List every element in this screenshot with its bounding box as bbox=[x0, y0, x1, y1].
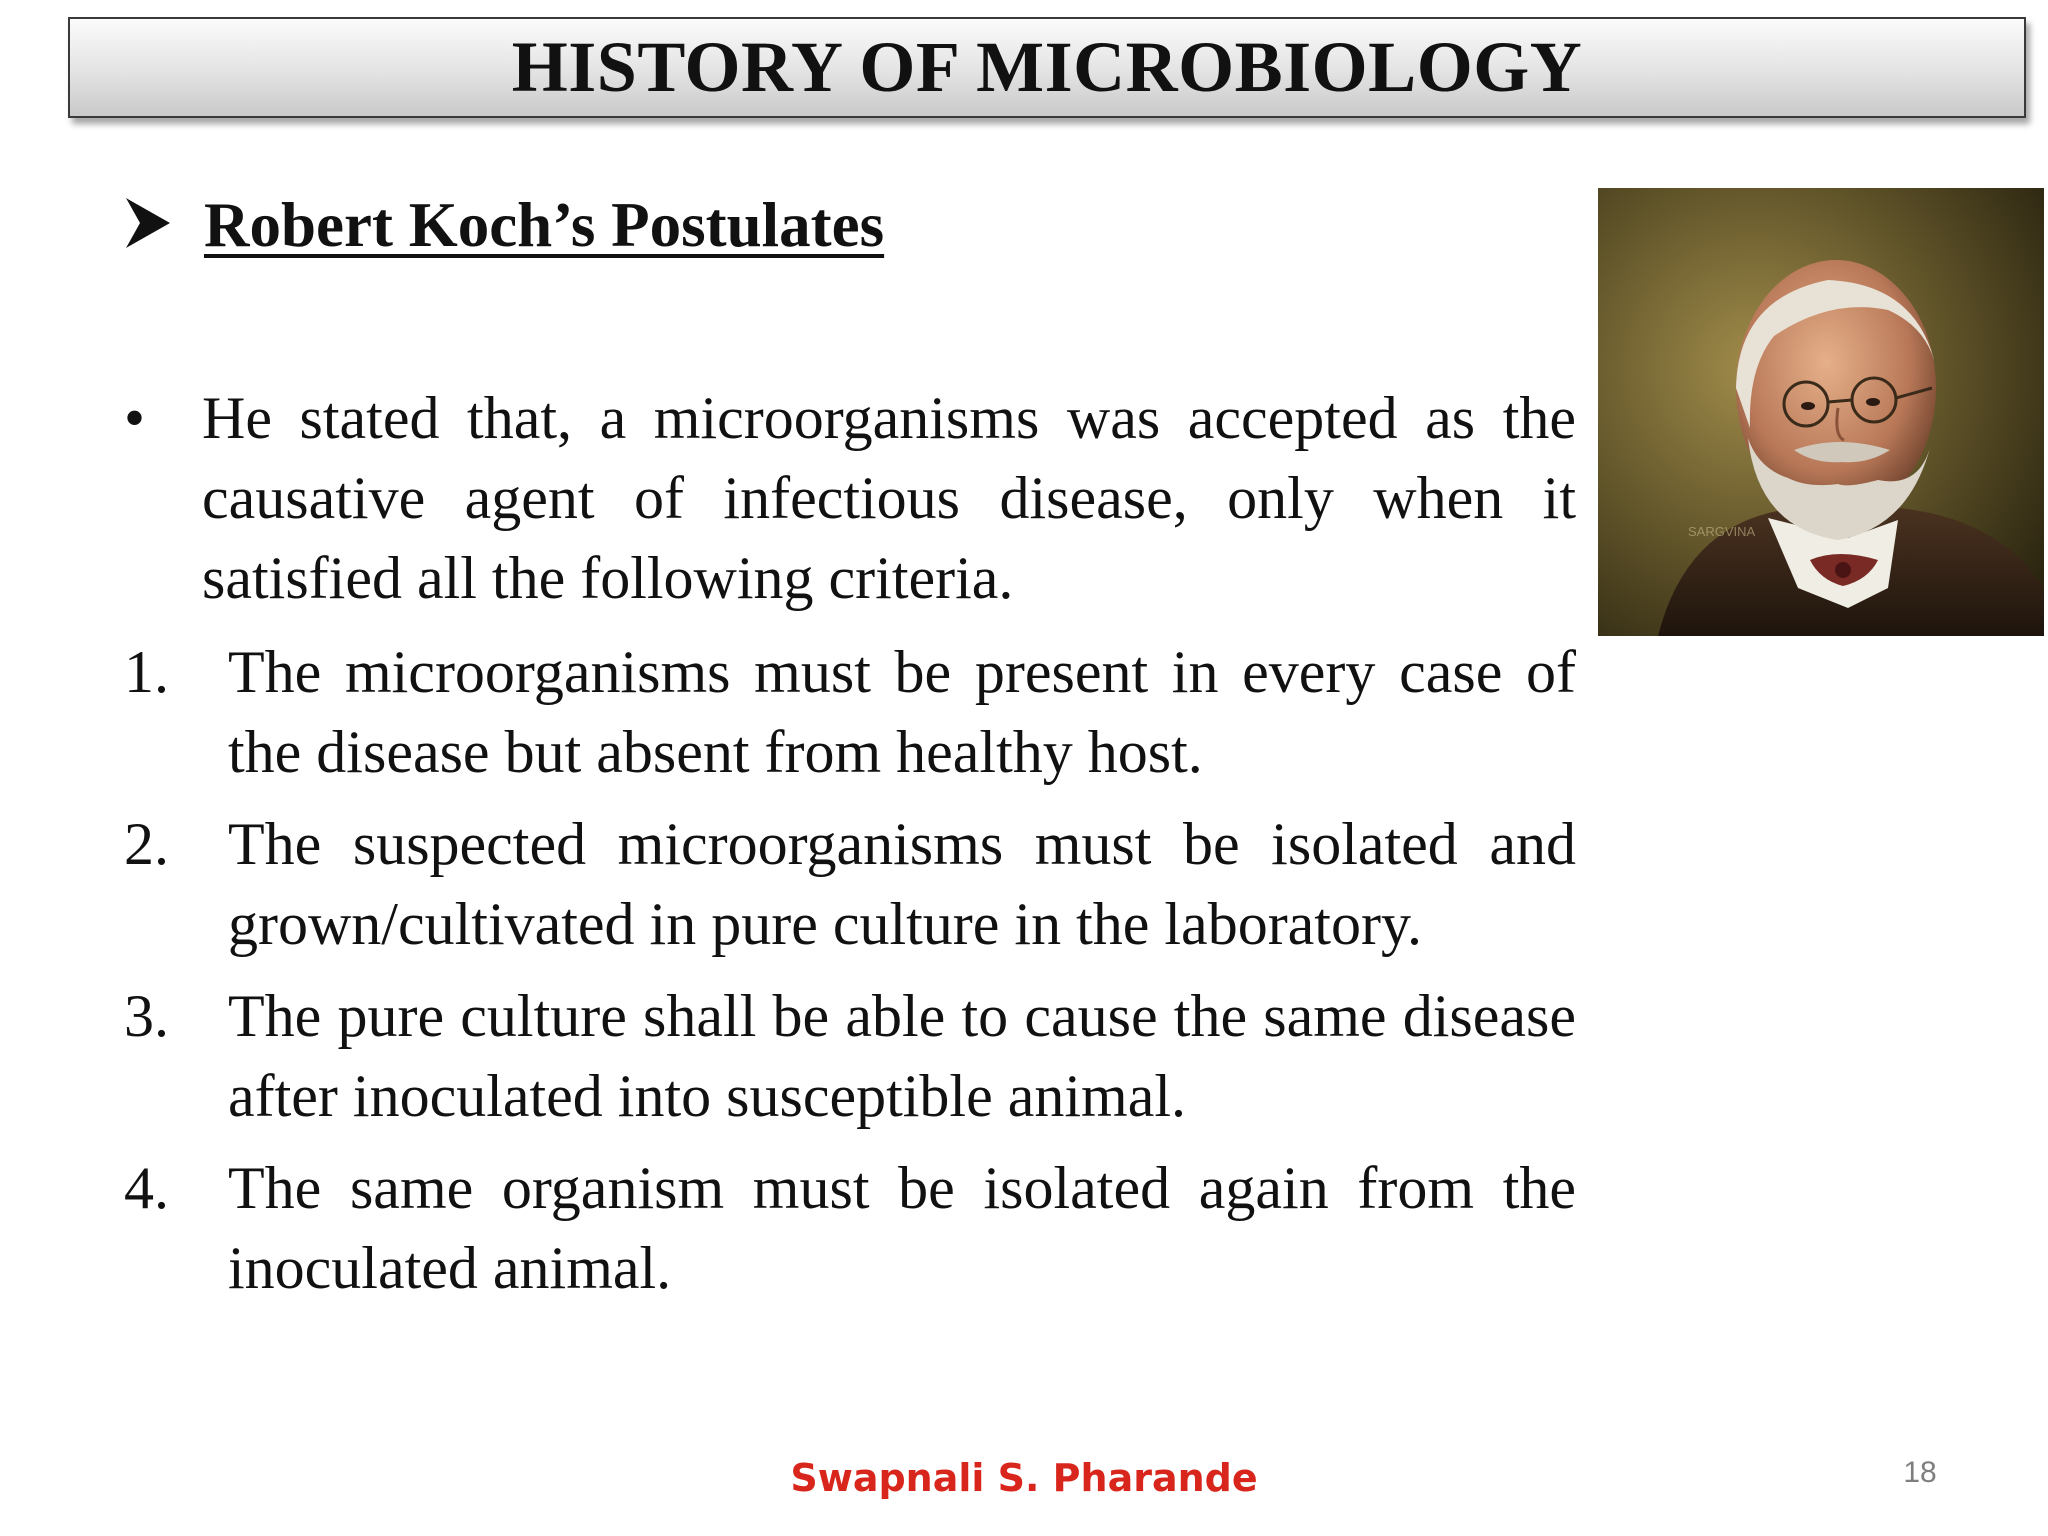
postulate-item bbox=[124, 804, 1576, 964]
postulate-number: 4. bbox=[124, 1155, 169, 1221]
slide-title: HISTORY OF MICROBIOLOGY bbox=[511, 27, 1583, 107]
bullet-marker: • bbox=[124, 385, 146, 451]
portrait-illustration bbox=[1598, 188, 2044, 636]
postulate-text: The microorganisms must be present in every case of the disease but absent from healthy host. bbox=[228, 639, 1576, 785]
postulate-number: 1. bbox=[124, 639, 169, 705]
postulate-item bbox=[124, 976, 1576, 1136]
intro-text: He stated that, a microorganisms was accepted as the causative agent of infectious disease, only when it satisfied all the following criteria. bbox=[202, 385, 1576, 611]
section-heading bbox=[124, 188, 884, 262]
intro-paragraph bbox=[124, 378, 1576, 618]
postulate-number: 2. bbox=[124, 811, 169, 877]
postulate-text: The same organism must be isolated again from the inoculated animal. bbox=[228, 1155, 1576, 1301]
title-bar bbox=[68, 17, 2026, 118]
postulates-list bbox=[124, 632, 1576, 1320]
postulate-item bbox=[124, 1148, 1576, 1308]
author-name: Swapnali S. Pharande bbox=[790, 1456, 1258, 1500]
postulate-number: 3. bbox=[124, 983, 169, 1049]
heading-text: Robert Koch’s Postulates bbox=[204, 190, 885, 260]
portrait-watermark: SARGVINA bbox=[1688, 524, 1756, 539]
robert-koch-portrait bbox=[1598, 188, 2044, 636]
arrow-bullet-icon bbox=[124, 194, 172, 252]
postulate-text: The pure culture shall be able to cause the same disease after inoculated into susceptible animal. bbox=[228, 983, 1576, 1129]
page-number: 18 bbox=[1903, 1456, 1937, 1489]
postulate-item bbox=[124, 632, 1576, 792]
postulate-text: The suspected microorganisms must be isolated and grown/cultivated in pure culture in the laboratory. bbox=[228, 811, 1576, 957]
